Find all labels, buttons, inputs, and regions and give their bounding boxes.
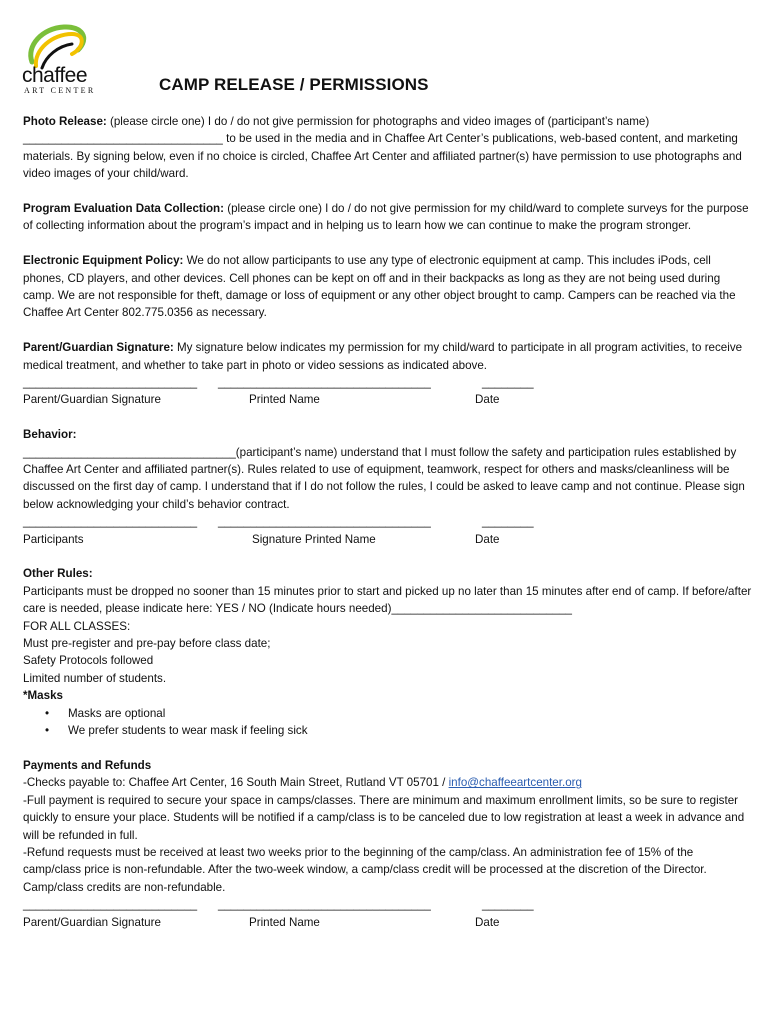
behavior-heading: Behavior: bbox=[23, 428, 77, 442]
page-title: CAMP RELEASE / PERMISSIONS bbox=[159, 75, 429, 94]
payment-date-label: Date bbox=[475, 915, 500, 929]
photo-release-section bbox=[23, 113, 753, 183]
parent-signature-line[interactable]: ___________________________ bbox=[23, 376, 198, 390]
behavior-section bbox=[23, 444, 753, 514]
printed-name-line[interactable]: _________________________________ bbox=[218, 376, 431, 390]
parent-signature-section bbox=[23, 339, 753, 374]
rules-line: FOR ALL CLASSES: bbox=[23, 619, 131, 633]
parent-signature-label: Parent/Guardian Signature bbox=[23, 393, 161, 407]
other-rules-heading-line bbox=[23, 565, 753, 582]
behavior-lines-row bbox=[23, 513, 753, 530]
photo-release-text-1: (please circle one) I do / do not give permission for photographs and video images of (participant’s name) bbox=[106, 115, 650, 128]
electronic-policy-heading: Electronic Equipment Policy: bbox=[23, 254, 184, 268]
program-eval-section bbox=[23, 200, 753, 235]
behavior-date-label: Date bbox=[475, 532, 500, 546]
program-eval-text: (please circle one) I do / do not give permission for my child/ward to complete surveys for the purpose of collecting information about the program’s impact and in helping us to learn how we can continue to make the program stronger. bbox=[23, 202, 749, 233]
full-payment-text: -Full payment is required to secure your space in camps/classes. There are minimum and maximum enrollment limits, so be sure to register quickly to ensure your place. Students will be notified if a camp/class is to be canceled due to low registration at least a week in advance and will be refunded in full. bbox=[23, 793, 745, 842]
masks-heading-line bbox=[23, 687, 753, 704]
payment-signature-label: Parent/Guardian Signature bbox=[23, 915, 161, 929]
other-rules-text: Participants must be dropped no sooner than 15 minutes prior to start and picked up no later than 15 minutes after end of camp. If before/after care is needed, please indicate here: YES / NO (Indicate hours needed) bbox=[23, 584, 752, 616]
payment-labels-row bbox=[23, 914, 753, 931]
payment-lines-row bbox=[23, 896, 753, 913]
checks-text: -Checks payable to: Chaffee Art Center, 16 South Main Street, Rutland VT 05701 / bbox=[23, 776, 449, 790]
program-eval-heading: Program Evaluation Data Collection: bbox=[23, 202, 224, 216]
hours-needed-blank[interactable]: ____________________________ bbox=[391, 602, 572, 616]
date-line[interactable]: ________ bbox=[482, 376, 534, 390]
form-content bbox=[23, 113, 753, 931]
date-label: Date bbox=[475, 393, 500, 407]
logo-subline: ART CENTER bbox=[24, 86, 96, 95]
participant-name-blank[interactable]: _______________________________ bbox=[23, 132, 223, 146]
other-rules-heading: Other Rules: bbox=[23, 567, 93, 581]
participant-signature-line[interactable]: ___________________________ bbox=[23, 515, 198, 529]
refund-text: -Refund requests must be received at least two weeks prior to the beginning of the camp/class. An administration fee of 15% of the camp/class price is non-refundable. After the two-week window, a camp/class credit will be processed at the discretion of the Director. Camp/class credits are non-refundable. bbox=[23, 845, 707, 894]
logo-wordmark: chaffee bbox=[22, 64, 88, 87]
payment-signature-line[interactable]: ___________________________ bbox=[23, 898, 198, 912]
list-item: • Masks are optional bbox=[23, 705, 753, 722]
payment-printed-name-line[interactable]: _________________________________ bbox=[218, 898, 431, 912]
payments-heading-line bbox=[23, 757, 753, 774]
signature-lines-row bbox=[23, 374, 753, 391]
rules-line: Limited number of students. bbox=[23, 671, 167, 685]
photo-release-text-2: to be used in the media and in Chaffee Art Center’s publications, web-based content, and marketing materials. By signing below, even if no choice is circled, Chaffee Art Center and affiliated partner(s) have permission to use photographs and video images of your child/ward. bbox=[23, 132, 742, 181]
behavior-text: (participant’s name) understand that I must follow the safety and participation rules established by Chaffee Art Center and affiliated partner(s). Rules related to use of equipment, teamwork, respect for others and masks/cleanliness will be discussed on the first day of camp. I understand that if I do not follow the rules, I could be asked to leave camp and not continue. Please sign below acknowledging your child’s behavior contract. bbox=[23, 445, 745, 511]
participants-label: Participants bbox=[23, 532, 84, 546]
list-item: • We prefer students to wear mask if feeling sick bbox=[23, 722, 753, 739]
payment-date-line[interactable]: ________ bbox=[482, 898, 534, 912]
other-rules-section bbox=[23, 583, 753, 618]
rules-line: Must pre-register and pre-pay before class date; bbox=[23, 637, 271, 651]
chaffee-logo bbox=[22, 22, 102, 96]
payments-heading: Payments and Refunds bbox=[23, 758, 152, 772]
checks-line bbox=[23, 774, 753, 791]
photo-release-heading: Photo Release: bbox=[23, 115, 107, 128]
printed-name-label: Printed Name bbox=[249, 393, 320, 407]
behavior-date-line[interactable]: ________ bbox=[482, 515, 534, 529]
signature-labels-row bbox=[23, 391, 753, 408]
signature-printed-name-line[interactable]: _________________________________ bbox=[218, 515, 431, 529]
parent-signature-heading: Parent/Guardian Signature: bbox=[23, 341, 174, 355]
signature-printed-name-label: Signature Printed Name bbox=[252, 532, 376, 546]
electronic-policy-section bbox=[23, 252, 753, 322]
payment-printed-name-label: Printed Name bbox=[249, 915, 320, 929]
rules-line: Safety Protocols followed bbox=[23, 654, 154, 668]
behavior-heading-line bbox=[23, 426, 753, 443]
email-link[interactable]: info@chaffeeartcenter.org bbox=[448, 776, 582, 790]
behavior-participant-blank[interactable]: _________________________________ bbox=[23, 445, 236, 459]
behavior-labels-row bbox=[23, 531, 753, 548]
masks-list bbox=[23, 705, 753, 740]
electronic-policy-text: We do not allow participants to use any type of electronic equipment at camp. This includes iPods, cell phones, CD players, and other devices. Cell phones can be kept on off and in their backpacks as long as they are not being used during camp. We are not responsible for theft, damage or loss of equipment or any other object brought to camp. Campers can be reached via the Chaffee Art Center 802.775.0356 as necessary. bbox=[23, 254, 736, 320]
masks-heading: *Masks bbox=[23, 689, 63, 703]
parent-signature-text: My signature below indicates my permission for my child/ward to participate in all program activities, to receive medical treatment, and whether to take part in photo or video sessions as indicated above. bbox=[23, 341, 743, 372]
